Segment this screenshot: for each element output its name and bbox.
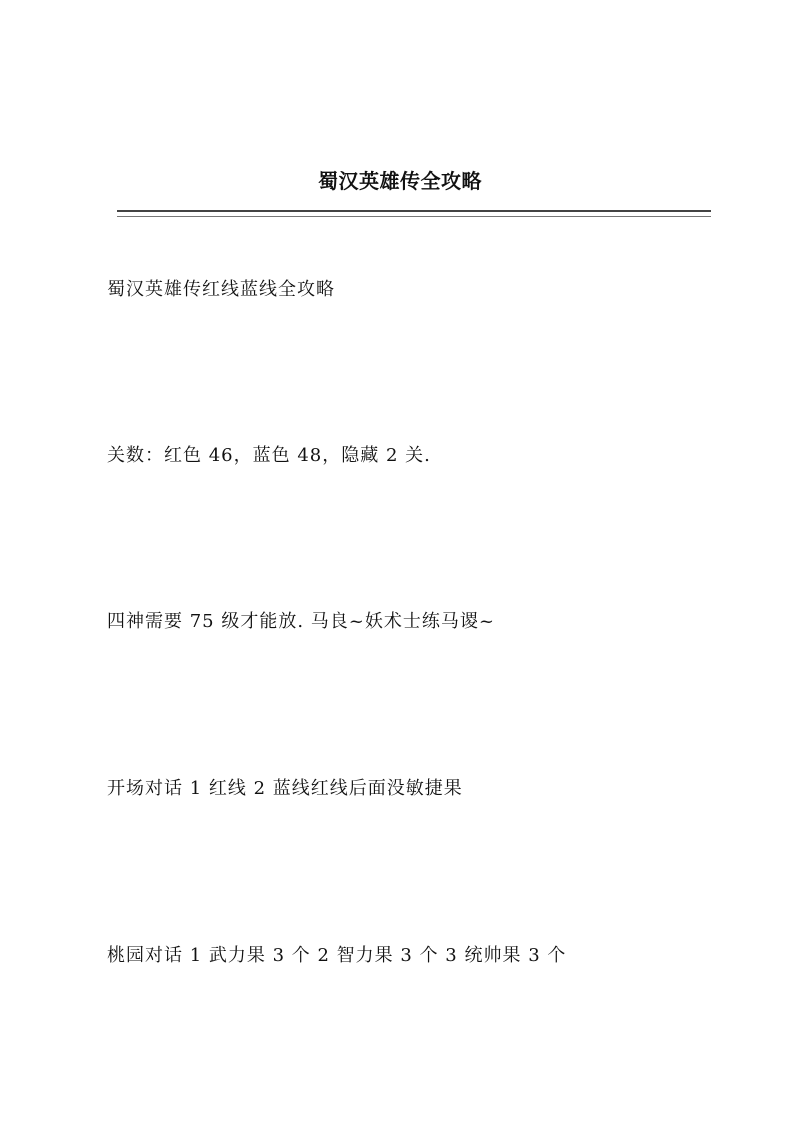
document-title: 蜀汉英雄传全攻略	[318, 169, 482, 193]
paragraph-subtitle: 蜀汉英雄传红线蓝线全攻略	[107, 279, 335, 300]
paragraph-opening-dialogue: 开场对话 1 红线 2 蓝线红线后面没敏捷果	[107, 778, 463, 799]
paragraph-four-gods: 四神需要 75 级才能放. 马良~妖术士练马谡~	[107, 611, 495, 632]
title-divider	[117, 210, 711, 217]
paragraph-level-count: 关数：红色 46，蓝色 48，隐藏 2 关.	[107, 445, 431, 466]
paragraph-taoyuan-dialogue: 桃园对话 1 武力果 3 个 2 智力果 3 个 3 统帅果 3 个	[107, 945, 567, 966]
